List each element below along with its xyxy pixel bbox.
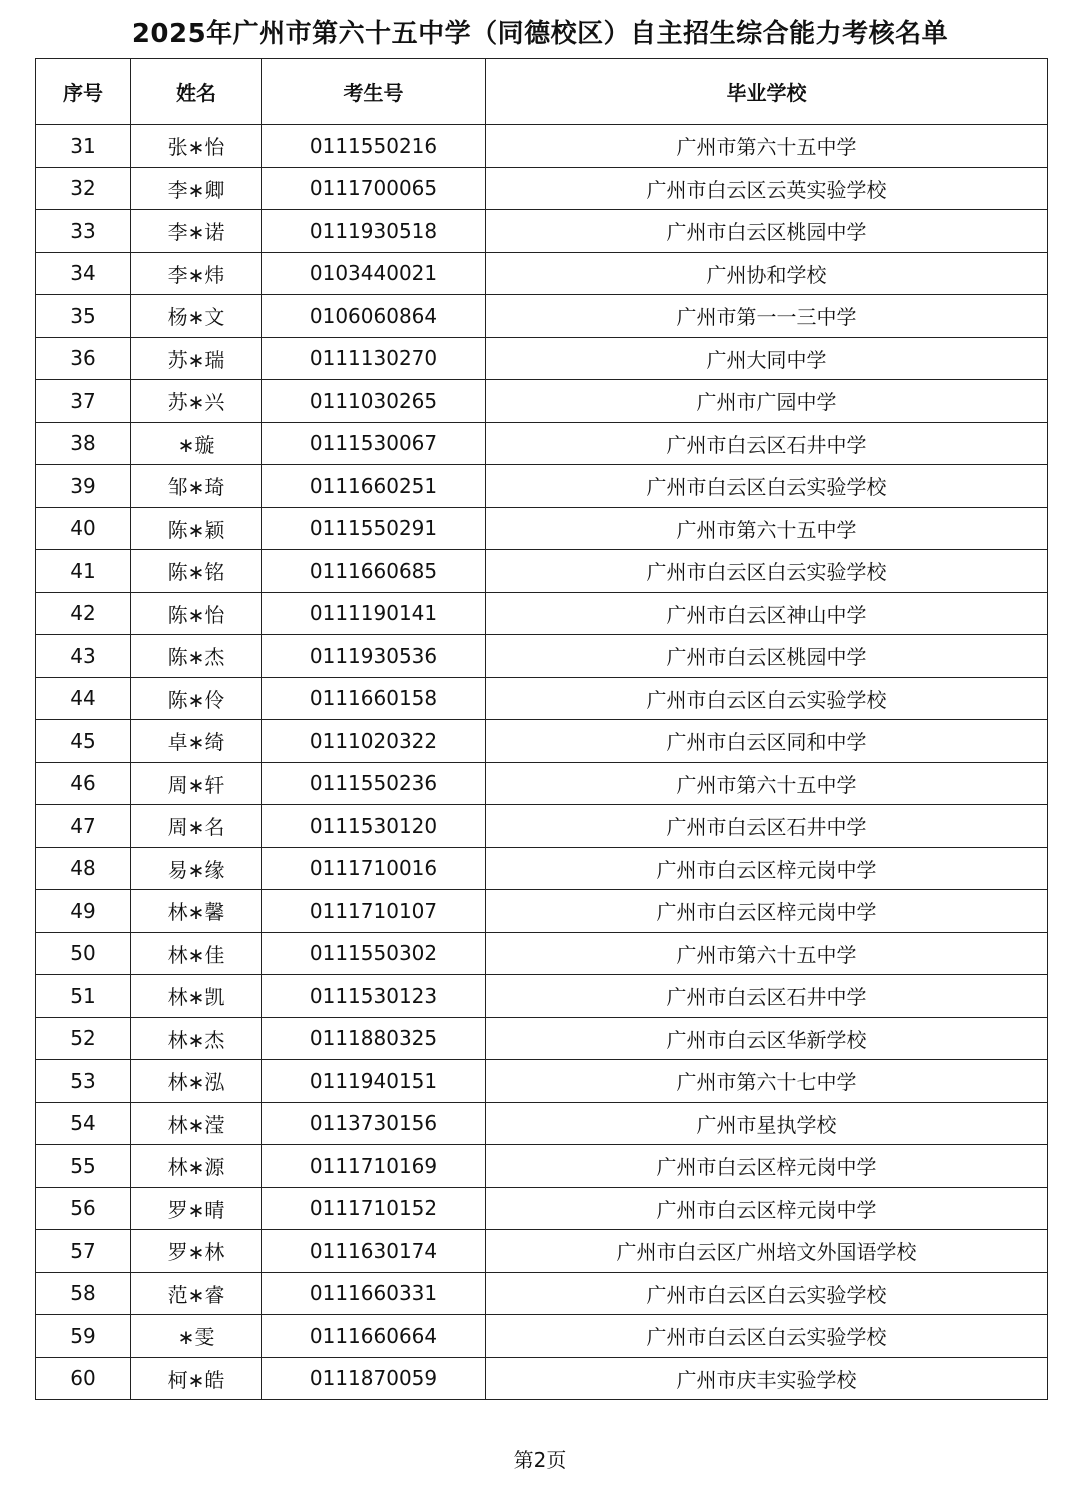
row-seq: 43 <box>36 635 131 678</box>
row-school: 广州市白云区云英实验学校 <box>486 167 1048 210</box>
table-row <box>36 890 1048 933</box>
row-seq: 55 <box>36 1145 131 1188</box>
table-row <box>36 932 1048 975</box>
row-candidate-id: 0111550291 <box>262 507 486 550</box>
row-seq: 35 <box>36 295 131 338</box>
row-name: 林∗泓 <box>131 1060 262 1103</box>
row-seq: 57 <box>36 1230 131 1273</box>
table-row <box>36 720 1048 763</box>
row-seq: 60 <box>36 1357 131 1400</box>
row-name: ∗雯 <box>131 1315 262 1358</box>
row-school: 广州市白云区华新学校 <box>486 1017 1048 1060</box>
row-name: 苏∗瑞 <box>131 337 262 380</box>
row-candidate-id: 0111530123 <box>262 975 486 1018</box>
table-row <box>36 1187 1048 1230</box>
table-row <box>36 1060 1048 1103</box>
row-school: 广州协和学校 <box>486 252 1048 295</box>
table-header-row <box>36 59 1048 125</box>
row-candidate-id: 0111710107 <box>262 890 486 933</box>
row-candidate-id: 0111030265 <box>262 380 486 423</box>
row-name: 张∗怡 <box>131 125 262 168</box>
table-row <box>36 1315 1048 1358</box>
row-candidate-id: 0113730156 <box>262 1102 486 1145</box>
row-seq: 39 <box>36 465 131 508</box>
row-seq: 33 <box>36 210 131 253</box>
row-seq: 53 <box>36 1060 131 1103</box>
row-seq: 52 <box>36 1017 131 1060</box>
row-school: 广州市第六十五中学 <box>486 125 1048 168</box>
row-name: 范∗睿 <box>131 1272 262 1315</box>
table-row <box>36 422 1048 465</box>
row-candidate-id: 0103440021 <box>262 252 486 295</box>
table-row <box>36 1145 1048 1188</box>
row-name: 杨∗文 <box>131 295 262 338</box>
table-body <box>36 125 1048 1400</box>
row-candidate-id: 0111870059 <box>262 1357 486 1400</box>
row-school: 广州市白云区石井中学 <box>486 975 1048 1018</box>
row-seq: 37 <box>36 380 131 423</box>
row-candidate-id: 0111530120 <box>262 805 486 848</box>
row-name: 周∗轩 <box>131 762 262 805</box>
row-seq: 38 <box>36 422 131 465</box>
table-row <box>36 635 1048 678</box>
row-seq: 45 <box>36 720 131 763</box>
row-name: 林∗佳 <box>131 932 262 975</box>
column-header-seq: 序号 <box>36 59 131 125</box>
row-seq: 56 <box>36 1187 131 1230</box>
row-school: 广州市白云区桃园中学 <box>486 210 1048 253</box>
row-name: 柯∗皓 <box>131 1357 262 1400</box>
table-row <box>36 762 1048 805</box>
row-school: 广州市白云区白云实验学校 <box>486 677 1048 720</box>
row-school: 广州市白云区同和中学 <box>486 720 1048 763</box>
table-row <box>36 805 1048 848</box>
table-row <box>36 507 1048 550</box>
row-school: 广州市白云区梓元岗中学 <box>486 890 1048 933</box>
row-school: 广州市白云区石井中学 <box>486 422 1048 465</box>
table-row <box>36 465 1048 508</box>
row-name: 陈∗铭 <box>131 550 262 593</box>
table-row <box>36 592 1048 635</box>
row-school: 广州市白云区梓元岗中学 <box>486 847 1048 890</box>
row-seq: 48 <box>36 847 131 890</box>
table-row <box>36 1272 1048 1315</box>
row-school: 广州市白云区白云实验学校 <box>486 550 1048 593</box>
table-row <box>36 337 1048 380</box>
row-candidate-id: 0111660251 <box>262 465 486 508</box>
row-candidate-id: 0111930536 <box>262 635 486 678</box>
row-school: 广州市白云区白云实验学校 <box>486 1315 1048 1358</box>
table-row <box>36 677 1048 720</box>
row-name: 罗∗林 <box>131 1230 262 1273</box>
table-row <box>36 210 1048 253</box>
column-header-name: 姓名 <box>131 59 262 125</box>
page-title: 2025年广州市第六十五中学（同德校区）自主招生综合能力考核名单 <box>131 19 949 49</box>
row-school: 广州市白云区石井中学 <box>486 805 1048 848</box>
row-candidate-id: 0111880325 <box>262 1017 486 1060</box>
row-name: 易∗缘 <box>131 847 262 890</box>
row-seq: 44 <box>36 677 131 720</box>
row-school: 广州市白云区桃园中学 <box>486 635 1048 678</box>
row-seq: 34 <box>36 252 131 295</box>
row-name: 李∗卿 <box>131 167 262 210</box>
row-school: 广州市白云区梓元岗中学 <box>486 1187 1048 1230</box>
row-name: 李∗诺 <box>131 210 262 253</box>
column-header-candidate-id: 考生号 <box>262 59 486 125</box>
row-name: 陈∗颖 <box>131 507 262 550</box>
row-school: 广州市白云区神山中学 <box>486 592 1048 635</box>
row-name: 林∗源 <box>131 1145 262 1188</box>
row-candidate-id: 0111660664 <box>262 1315 486 1358</box>
table-row <box>36 167 1048 210</box>
row-seq: 31 <box>36 125 131 168</box>
row-name: 林∗滢 <box>131 1102 262 1145</box>
row-school: 广州市第六十七中学 <box>486 1060 1048 1103</box>
row-school: 广州市第六十五中学 <box>486 762 1048 805</box>
row-candidate-id: 0111550216 <box>262 125 486 168</box>
row-name: 罗∗晴 <box>131 1187 262 1230</box>
row-candidate-id: 0111930518 <box>262 210 486 253</box>
row-name: 林∗杰 <box>131 1017 262 1060</box>
row-school: 广州市星执学校 <box>486 1102 1048 1145</box>
row-school: 广州市白云区白云实验学校 <box>486 465 1048 508</box>
row-candidate-id: 0111710016 <box>262 847 486 890</box>
table-row <box>36 1357 1048 1400</box>
row-candidate-id: 0111550302 <box>262 932 486 975</box>
row-name: 陈∗伶 <box>131 677 262 720</box>
row-school: 广州市广园中学 <box>486 380 1048 423</box>
row-name: 周∗名 <box>131 805 262 848</box>
row-school: 广州市白云区梓元岗中学 <box>486 1145 1048 1188</box>
row-candidate-id: 0111550236 <box>262 762 486 805</box>
table-row <box>36 1102 1048 1145</box>
row-name: 邹∗琦 <box>131 465 262 508</box>
row-seq: 41 <box>36 550 131 593</box>
row-candidate-id: 0111710152 <box>262 1187 486 1230</box>
row-name: 陈∗杰 <box>131 635 262 678</box>
row-school: 广州市庆丰实验学校 <box>486 1357 1048 1400</box>
row-name: 陈∗怡 <box>131 592 262 635</box>
row-name: 李∗炜 <box>131 252 262 295</box>
row-school: 广州市第六十五中学 <box>486 932 1048 975</box>
row-candidate-id: 0111660158 <box>262 677 486 720</box>
row-seq: 47 <box>36 805 131 848</box>
row-seq: 50 <box>36 932 131 975</box>
candidate-table <box>35 58 1048 1400</box>
row-seq: 59 <box>36 1315 131 1358</box>
row-candidate-id: 0111710169 <box>262 1145 486 1188</box>
row-name: ∗璇 <box>131 422 262 465</box>
row-candidate-id: 0111530067 <box>262 422 486 465</box>
table-row <box>36 380 1048 423</box>
row-candidate-id: 0111020322 <box>262 720 486 763</box>
row-seq: 58 <box>36 1272 131 1315</box>
row-school: 广州市白云区白云实验学校 <box>486 1272 1048 1315</box>
row-candidate-id: 0111630174 <box>262 1230 486 1273</box>
row-name: 林∗馨 <box>131 890 262 933</box>
row-seq: 36 <box>36 337 131 380</box>
row-candidate-id: 0111190141 <box>262 592 486 635</box>
row-candidate-id: 0111130270 <box>262 337 486 380</box>
table-row <box>36 125 1048 168</box>
row-candidate-id: 0111700065 <box>262 167 486 210</box>
table-row <box>36 550 1048 593</box>
row-name: 林∗凯 <box>131 975 262 1018</box>
row-seq: 42 <box>36 592 131 635</box>
table-row <box>36 847 1048 890</box>
row-name: 卓∗绮 <box>131 720 262 763</box>
row-candidate-id: 0111940151 <box>262 1060 486 1103</box>
row-candidate-id: 0106060864 <box>262 295 486 338</box>
row-candidate-id: 0111660331 <box>262 1272 486 1315</box>
row-name: 苏∗兴 <box>131 380 262 423</box>
row-school: 广州市第一一三中学 <box>486 295 1048 338</box>
table-row <box>36 1230 1048 1273</box>
row-seq: 54 <box>36 1102 131 1145</box>
row-seq: 51 <box>36 975 131 1018</box>
page-number: 第2页 <box>513 1448 567 1472</box>
row-candidate-id: 0111660685 <box>262 550 486 593</box>
row-seq: 46 <box>36 762 131 805</box>
column-header-school: 毕业学校 <box>486 59 1048 125</box>
row-seq: 40 <box>36 507 131 550</box>
row-seq: 32 <box>36 167 131 210</box>
table-row <box>36 1017 1048 1060</box>
table-row <box>36 295 1048 338</box>
row-school: 广州市白云区广州培文外国语学校 <box>486 1230 1048 1273</box>
row-seq: 49 <box>36 890 131 933</box>
table-row <box>36 252 1048 295</box>
row-school: 广州大同中学 <box>486 337 1048 380</box>
table-row <box>36 975 1048 1018</box>
row-school: 广州市第六十五中学 <box>486 507 1048 550</box>
